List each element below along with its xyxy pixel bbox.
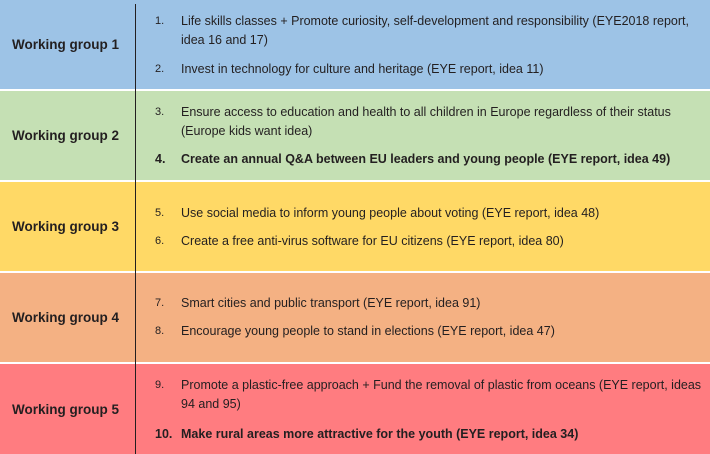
idea-number: 10. — [155, 427, 173, 441]
idea-text: Make rural areas more attractive for the youth (EYE report, idea 34) — [181, 427, 579, 441]
idea-number: 3. — [155, 106, 165, 118]
idea-text: Life skills classes + Promote curiosity, self-development and responsibility (EYE2018 report, idea 16 and 17) — [181, 14, 689, 47]
idea-item-3 — [155, 103, 703, 141]
idea-text: Invest in technology for culture and heritage (EYE report, idea 11) — [181, 62, 544, 76]
working-group-2-row — [0, 91, 710, 180]
idea-item-7 — [155, 294, 703, 313]
working-group-4-row — [0, 273, 710, 362]
idea-item-4 — [155, 150, 703, 169]
idea-number: 8. — [155, 325, 165, 337]
idea-number: 1. — [155, 15, 165, 27]
idea-number: 5. — [155, 207, 165, 219]
idea-text: Promote a plastic-free approach + Fund the removal of plastic from oceans (EYE report, ideas 94 and 95) — [181, 378, 702, 411]
idea-text: Create a free anti-virus software for EU citizens (EYE report, idea 80) — [181, 234, 564, 248]
idea-number: 6. — [155, 235, 165, 247]
idea-item-10 — [155, 425, 703, 444]
idea-number: 9. — [155, 379, 165, 391]
idea-item-9 — [155, 376, 703, 414]
working-group-4-label: Working group 4 — [12, 310, 119, 325]
column-divider — [135, 4, 136, 454]
working-group-3-row — [0, 182, 710, 271]
idea-text: Smart cities and public transport (EYE report, idea 91) — [181, 296, 481, 310]
working-group-5-label: Working group 5 — [12, 401, 119, 417]
idea-item-6 — [155, 232, 703, 251]
working-group-2-label: Working group 2 — [12, 128, 119, 143]
working-group-1-row — [0, 0, 710, 89]
idea-item-5 — [155, 204, 703, 223]
idea-number: 7. — [155, 297, 165, 309]
idea-text: Encourage young people to stand in elections (EYE report, idea 47) — [181, 324, 555, 338]
idea-number: 2. — [155, 63, 165, 75]
idea-item-2 — [155, 60, 703, 79]
idea-number: 4. — [155, 152, 166, 166]
idea-item-1 — [155, 12, 703, 50]
working-group-3-label: Working group 3 — [12, 219, 119, 234]
idea-text: Create an annual Q&A between EU leaders and young people (EYE report, idea 49) — [181, 152, 671, 166]
working-group-1-label: Working group 1 — [12, 37, 119, 52]
idea-item-8 — [155, 322, 703, 341]
idea-text: Ensure access to education and health to all children in Europe regardless of their status (Europe kids want idea) — [181, 105, 671, 138]
idea-text: Use social media to inform young people about voting (EYE report, idea 48) — [181, 206, 600, 220]
working-group-5-row — [0, 364, 710, 454]
